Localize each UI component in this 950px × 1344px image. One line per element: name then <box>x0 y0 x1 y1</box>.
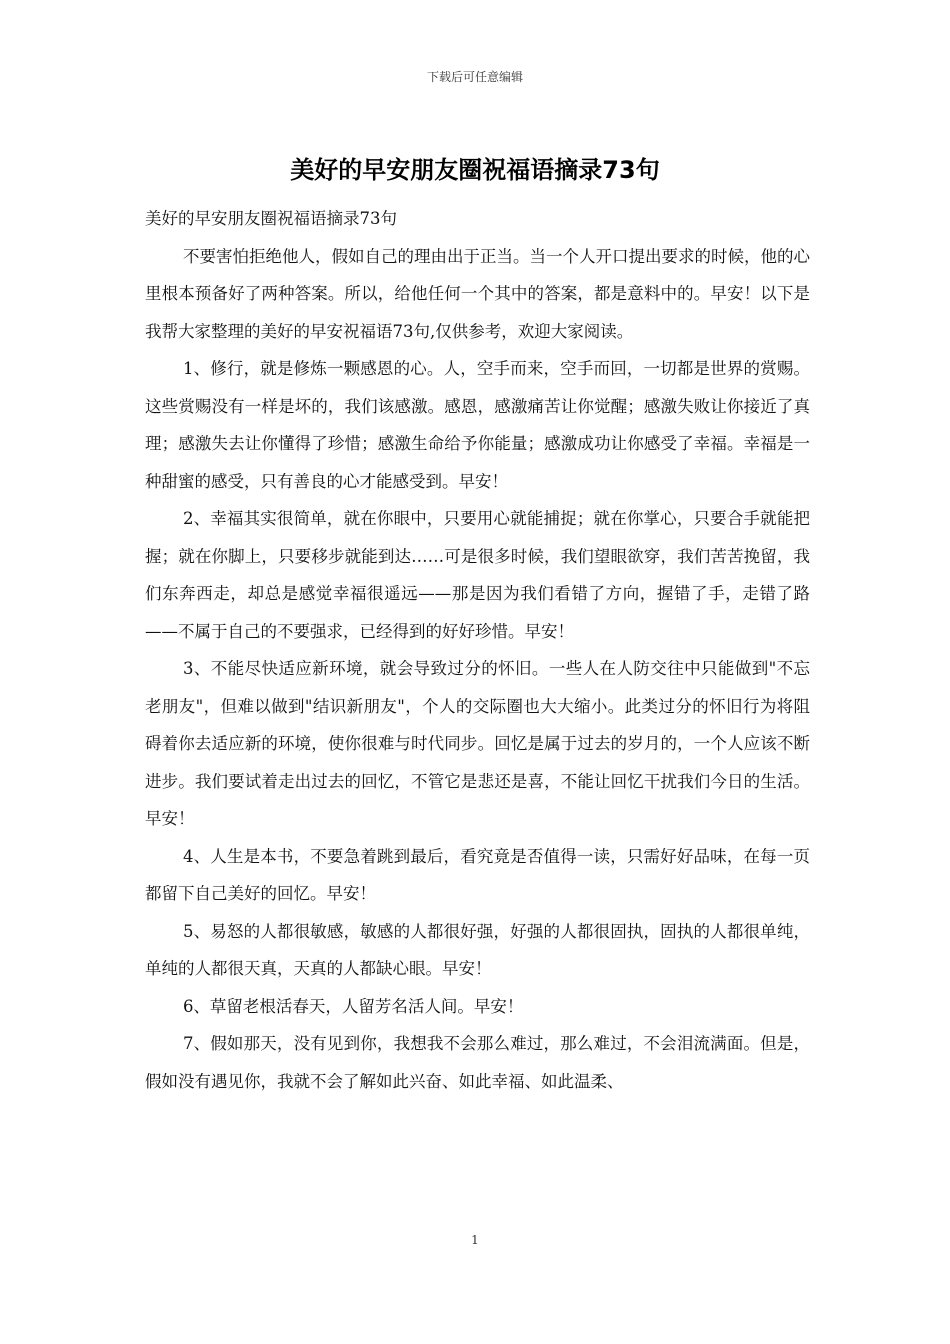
paragraph-2: 2、幸福其实很简单，就在你眼中，只要用心就能捕捉；就在你掌心，只要合手就能把握；就在你脚上，只要移步就能到达……可是很多时候，我们望眼欲穿，我们苦苦挽留，我们东奔西走，却总是感觉幸福很遥远——那是因为我们看错了方向，握错了手，走错了路——不属于自己的不要强求，已经得到的好好珍惜。早安！ <box>145 509 810 641</box>
page-number: 1 <box>471 1233 479 1247</box>
subtitle-line: 美好的早安朋友圈祝福语摘录73句 <box>145 209 397 228</box>
document-body <box>145 200 810 1100</box>
document-title: 美好的早安朋友圈祝福语摘录73句 <box>290 156 660 184</box>
header-note: 下载后可任意编辑 <box>426 70 523 84</box>
paragraph-5: 5、易怒的人都很敏感，敏感的人都很好强，好强的人都很固执，固执的人都很单纯，单纯的人都很天真，天真的人都缺心眼。早安！ <box>145 921 810 978</box>
paragraph-1: 1、修行，就是修炼一颗感恩的心。人，空手而来，空手而回，一切都是世界的赏赐。这些赏赐没有一样是坏的，我们该感激。感恩，感激痛苦让你觉醒；感激失败让你接近了真理；感激失去让你懂得了珍惜；感激生命给予你能量；感激成功让你感受了幸福。幸福是一种甜蜜的感受，只有善良的心才能感受到。早安！ <box>145 359 810 491</box>
paragraph-4: 4、人生是本书，不要急着跳到最后，看究竟是否值得一读，只需好好品味，在每一页都留下自己美好的回忆。早安！ <box>145 846 810 903</box>
paragraph-intro: 不要害怕拒绝他人，假如自己的理由出于正当。当一个人开口提出要求的时候，他的心里根本预备好了两种答案。所以，给他任何一个其中的答案，都是意料中的。早安！以下是我帮大家整理的美好的早安祝福语73句,仅供参考，欢迎大家阅读。 <box>145 246 810 341</box>
paragraph-7: 7、假如那天，没有见到你，我想我不会那么难过，那么难过，不会泪流满面。但是，假如没有遇见你，我就不会了解如此兴奋、如此幸福、如此温柔、 <box>145 1034 810 1091</box>
paragraph-3: 3、不能尽快适应新环境，就会导致过分的怀旧。一些人在人防交往中只能做到"不忘老朋友"，但难以做到"结识新朋友"，个人的交际圈也大大缩小。此类过分的怀旧行为将阻碍着你去适应新的环境，使你很难与时代同步。回忆是属于过去的岁月的，一个人应该不断进步。我们要试着走出过去的回忆，不管它是悲还是喜，不能让回忆干扰我们今日的生活。早安！ <box>145 659 810 828</box>
paragraph-6: 6、草留老根活春天，人留芳名活人间。早安！ <box>182 996 524 1016</box>
